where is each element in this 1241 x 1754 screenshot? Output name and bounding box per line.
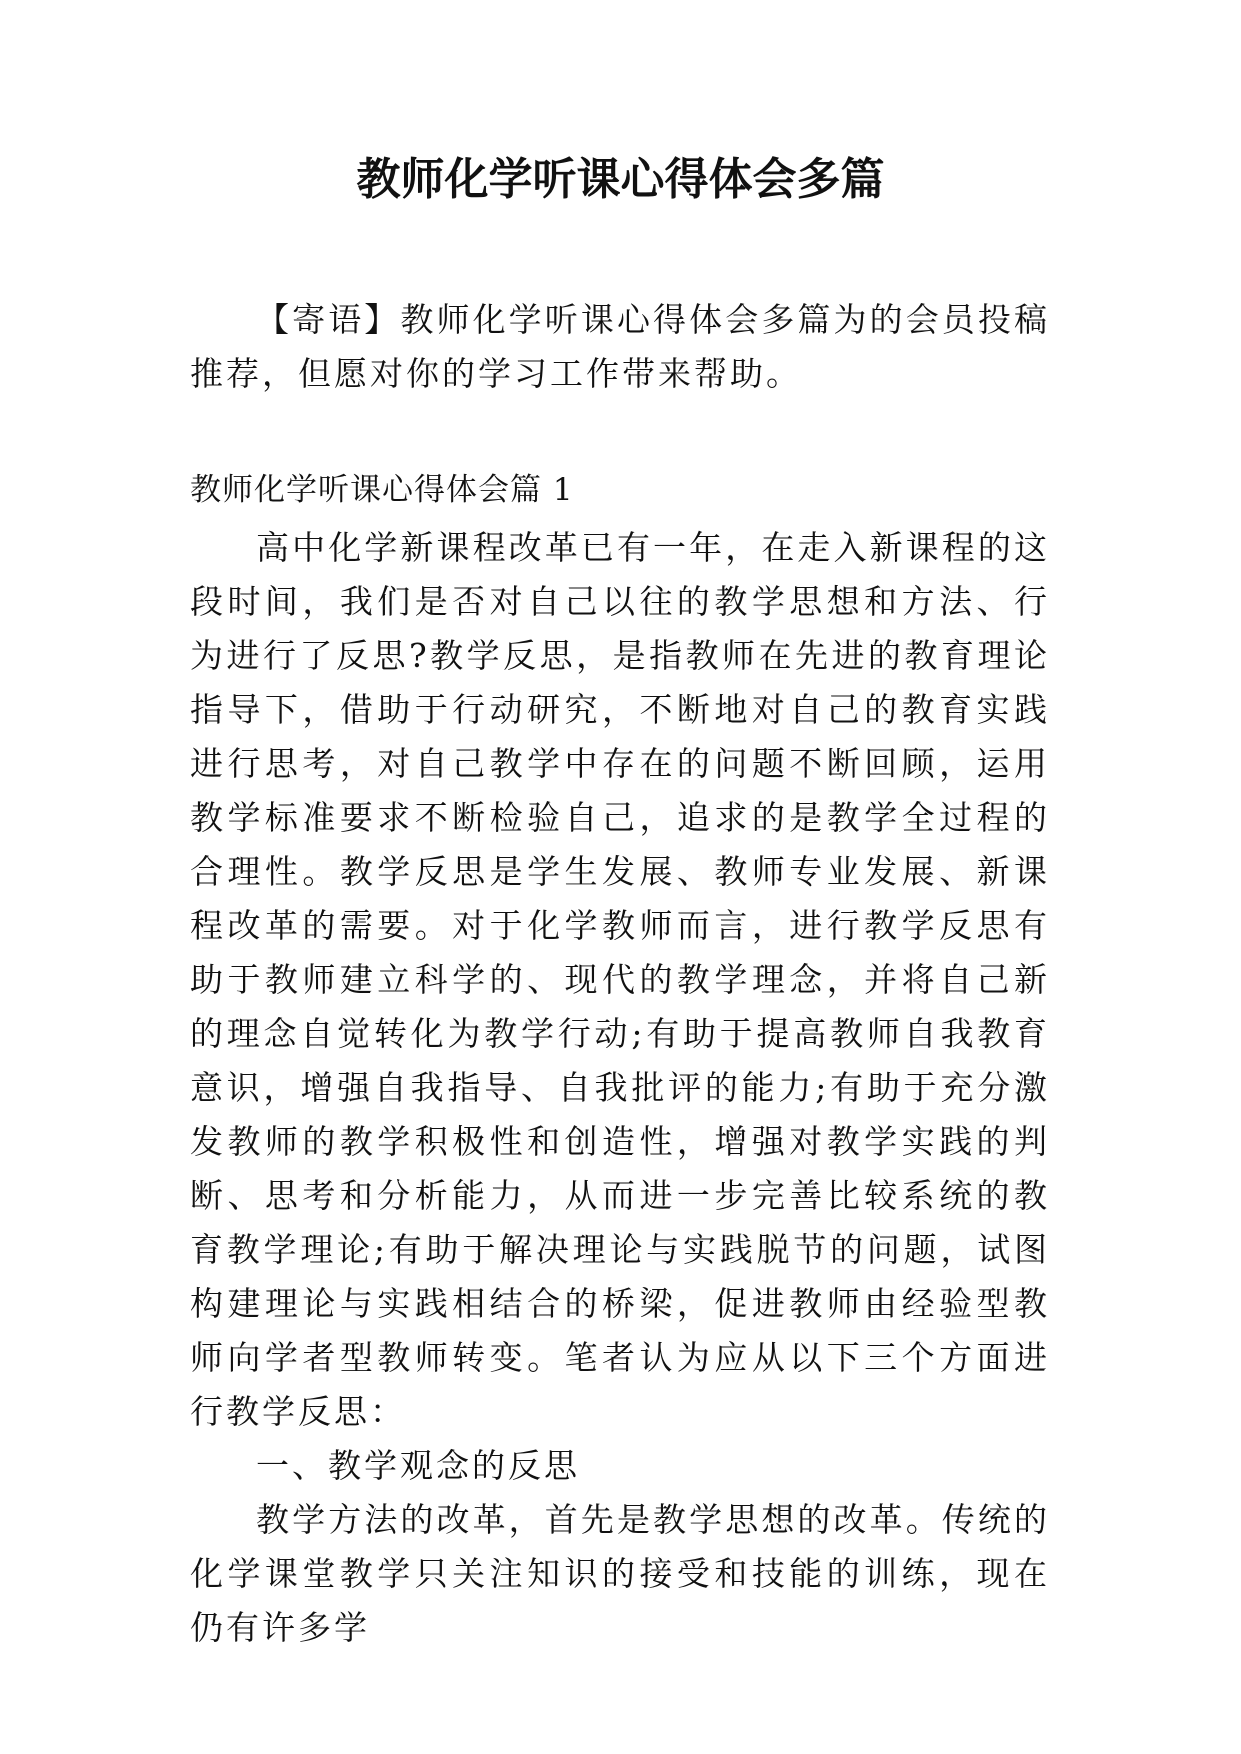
section-heading: 教师化学听课心得体会篇 1	[190, 472, 574, 508]
body-content	[190, 521, 1050, 1655]
subheading-paragraph: 一、教学观念的反思	[256, 1446, 580, 1485]
body-paragraph: 教学方法的改革，首先是教学思想的改革。传统的化学课堂教学只关注知识的接受和技能的训练，现在仍有许多学	[190, 1500, 1050, 1647]
document-title: 教师化学听课心得体会多篇	[356, 154, 885, 205]
intro-paragraph: 【寄语】教师化学听课心得体会多篇为的会员投稿推荐，但愿对你的学习工作带来帮助。	[190, 300, 1050, 393]
body-paragraph: 高中化学新课程改革已有一年，在走入新课程的这段时间，我们是否对自己以往的教学思想和方法、行为进行了反思?教学反思，是指教师在先进的教育理论指导下，借助于行动研究，不断地对自己的教育实践进行思考，对自己教学中存在的问题不断回顾，运用教学标准要求不断检验自己，追求的是教学全过程的合理性。教学反思是学生发展、教师专业发展、新课程改革的需要。对于化学教师而言，进行教学反思有助于教师建立科学的、现代的教学理念，并将自己新的理念自觉转化为教学行动;有助于提高教师自我教育意识，增强自我指导、自我批评的能力;有助于充分激发教师的教学积极性和创造性，增强对教学实践的判断、思考和分析能力，从而进一步完善比较系统的教育教学理论;有助于解决理论与实践脱节的问题，试图构建理论与实践相结合的桥梁，促进教师由经验型教师向学者型教师转变。笔者认为应从以下三个方面进行教学反思：	[190, 528, 1050, 1431]
